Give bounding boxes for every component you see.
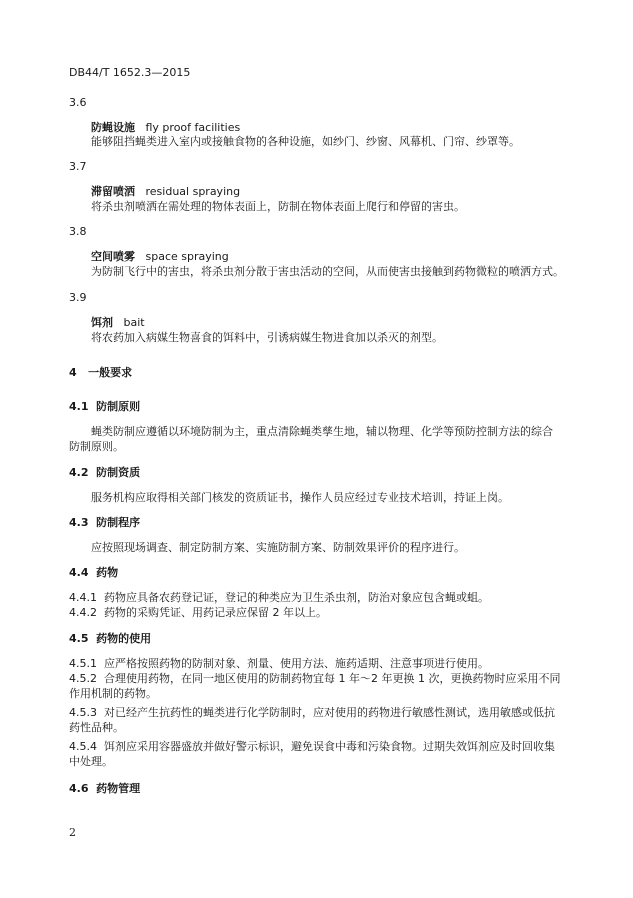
term-heading [91,185,240,199]
clause-number: 4.5.4 [69,740,97,753]
clause [69,740,555,754]
subsection-number: 4.3 [69,516,89,529]
subsection-heading [69,782,140,796]
term-number: 3.6 [69,96,87,109]
clause-number: 4.5.2 [69,672,97,685]
subsection-title: 防制原则 [96,400,141,413]
subsection-heading [69,632,151,646]
subsection-heading [69,566,118,580]
subsection-heading [69,516,140,530]
subsection-heading [69,466,140,480]
doc-code: DB44/T 1652.3—2015 [69,66,191,79]
subsection-title: 药物管理 [96,782,141,795]
term-number: 3.7 [69,160,87,173]
term-en: bait [123,316,145,329]
subsection-title: 药物的使用 [96,632,152,645]
term-number: 3.9 [69,291,87,304]
clause-number: 4.4.1 [69,591,97,604]
paragraph-line: 防制原则。 [69,440,124,453]
term-heading [91,121,240,135]
clause-text: 药物应具备农药登记证，登记的种类应为卫生杀虫剂，防治对象应包含蝇或蛆。 [104,591,489,604]
paragraph-line: 应按照现场调查、制定防制方案、实施防制方案、防制效果评价的程序进行。 [91,541,465,554]
clause-number: 4.5.1 [69,657,97,670]
page-number: 2 [69,826,76,839]
term-heading [91,316,145,330]
subsection-number: 4.1 [69,400,89,413]
term-number: 3.8 [69,225,87,238]
subsection-title: 防制资质 [96,466,141,479]
subsection-number: 4.2 [69,466,89,479]
subsection-number: 4.6 [69,782,89,795]
subsection-title: 防制程序 [96,516,141,529]
section-number: 4 [69,366,77,379]
term-definition: 为防制飞行中的害虫，将杀虫剂分散于害虫活动的空间，从而使害虫接触到药物微粒的喷洒方式。 [91,265,564,278]
section-title: 一般要求 [88,366,133,379]
term-zh: 滞留喷洒 [91,185,135,198]
term-heading [91,250,229,264]
clause [69,672,560,686]
term-definition: 将农药加入病媒生物喜食的饵料中，引诱病媒生物进食加以杀灭的剂型。 [91,331,443,344]
paragraph-line: 服务机构应取得相关部门核发的资质证书，操作人员应经过专业技术培训，持证上岗。 [91,491,509,504]
paragraph-line: 蝇类防制应遵循以环境防制为主，重点清除蝇类孳生地，辅以物理、化学等预防控制方法的综合 [91,425,553,438]
term-definition: 能够阻挡蝇类进入室内或接触食物的各种设施，如纱门、纱窗、风幕机、门帘、纱罩等。 [91,135,520,148]
clause-continuation: 作用机制的药物。 [69,687,157,700]
clause-text: 应严格按照药物的防制对象、剂量、使用方法、施药适期、注意事项进行使用。 [104,657,489,670]
clause [69,657,489,671]
clause-text: 药物的采购凭证、用药记录应保留 2 年以上。 [104,606,327,619]
term-zh: 空间喷雾 [91,250,135,263]
term-en: residual spraying [145,185,241,198]
subsection-heading [69,400,140,414]
term-zh: 饵剂 [91,316,113,329]
clause-number: 4.5.3 [69,706,97,719]
term-zh: 防蝇设施 [91,121,135,134]
clause [69,706,555,720]
clause [69,606,327,620]
clause-text: 对已经产生抗药性的蝇类进行化学防制时，应对使用的药物进行敏感性测试，选用敏感或低抗 [104,706,555,719]
term-en: fly proof facilities [145,121,241,134]
clause-continuation: 药性品种。 [69,721,124,734]
term-en: space spraying [145,250,229,263]
subsection-number: 4.4 [69,566,89,579]
clause-text: 合理使用药物，在同一地区使用的防制药物宜每 1 年～2 年更换 1 次，更换药物时应采用不同 [104,672,561,685]
section-heading [69,366,132,380]
term-definition: 将杀虫剂喷洒在需处理的物体表面上，防制在物体表面上爬行和停留的害虫。 [91,200,465,213]
subsection-number: 4.5 [69,632,89,645]
clause-text: 饵剂应采用容器盛放并做好警示标识，避免误食中毒和污染食物。过期失效饵剂应及时回收集 [104,740,555,753]
clause-continuation: 中处理。 [69,755,113,768]
clause [69,591,489,605]
clause-number: 4.4.2 [69,606,97,619]
subsection-title: 药物 [96,566,119,579]
